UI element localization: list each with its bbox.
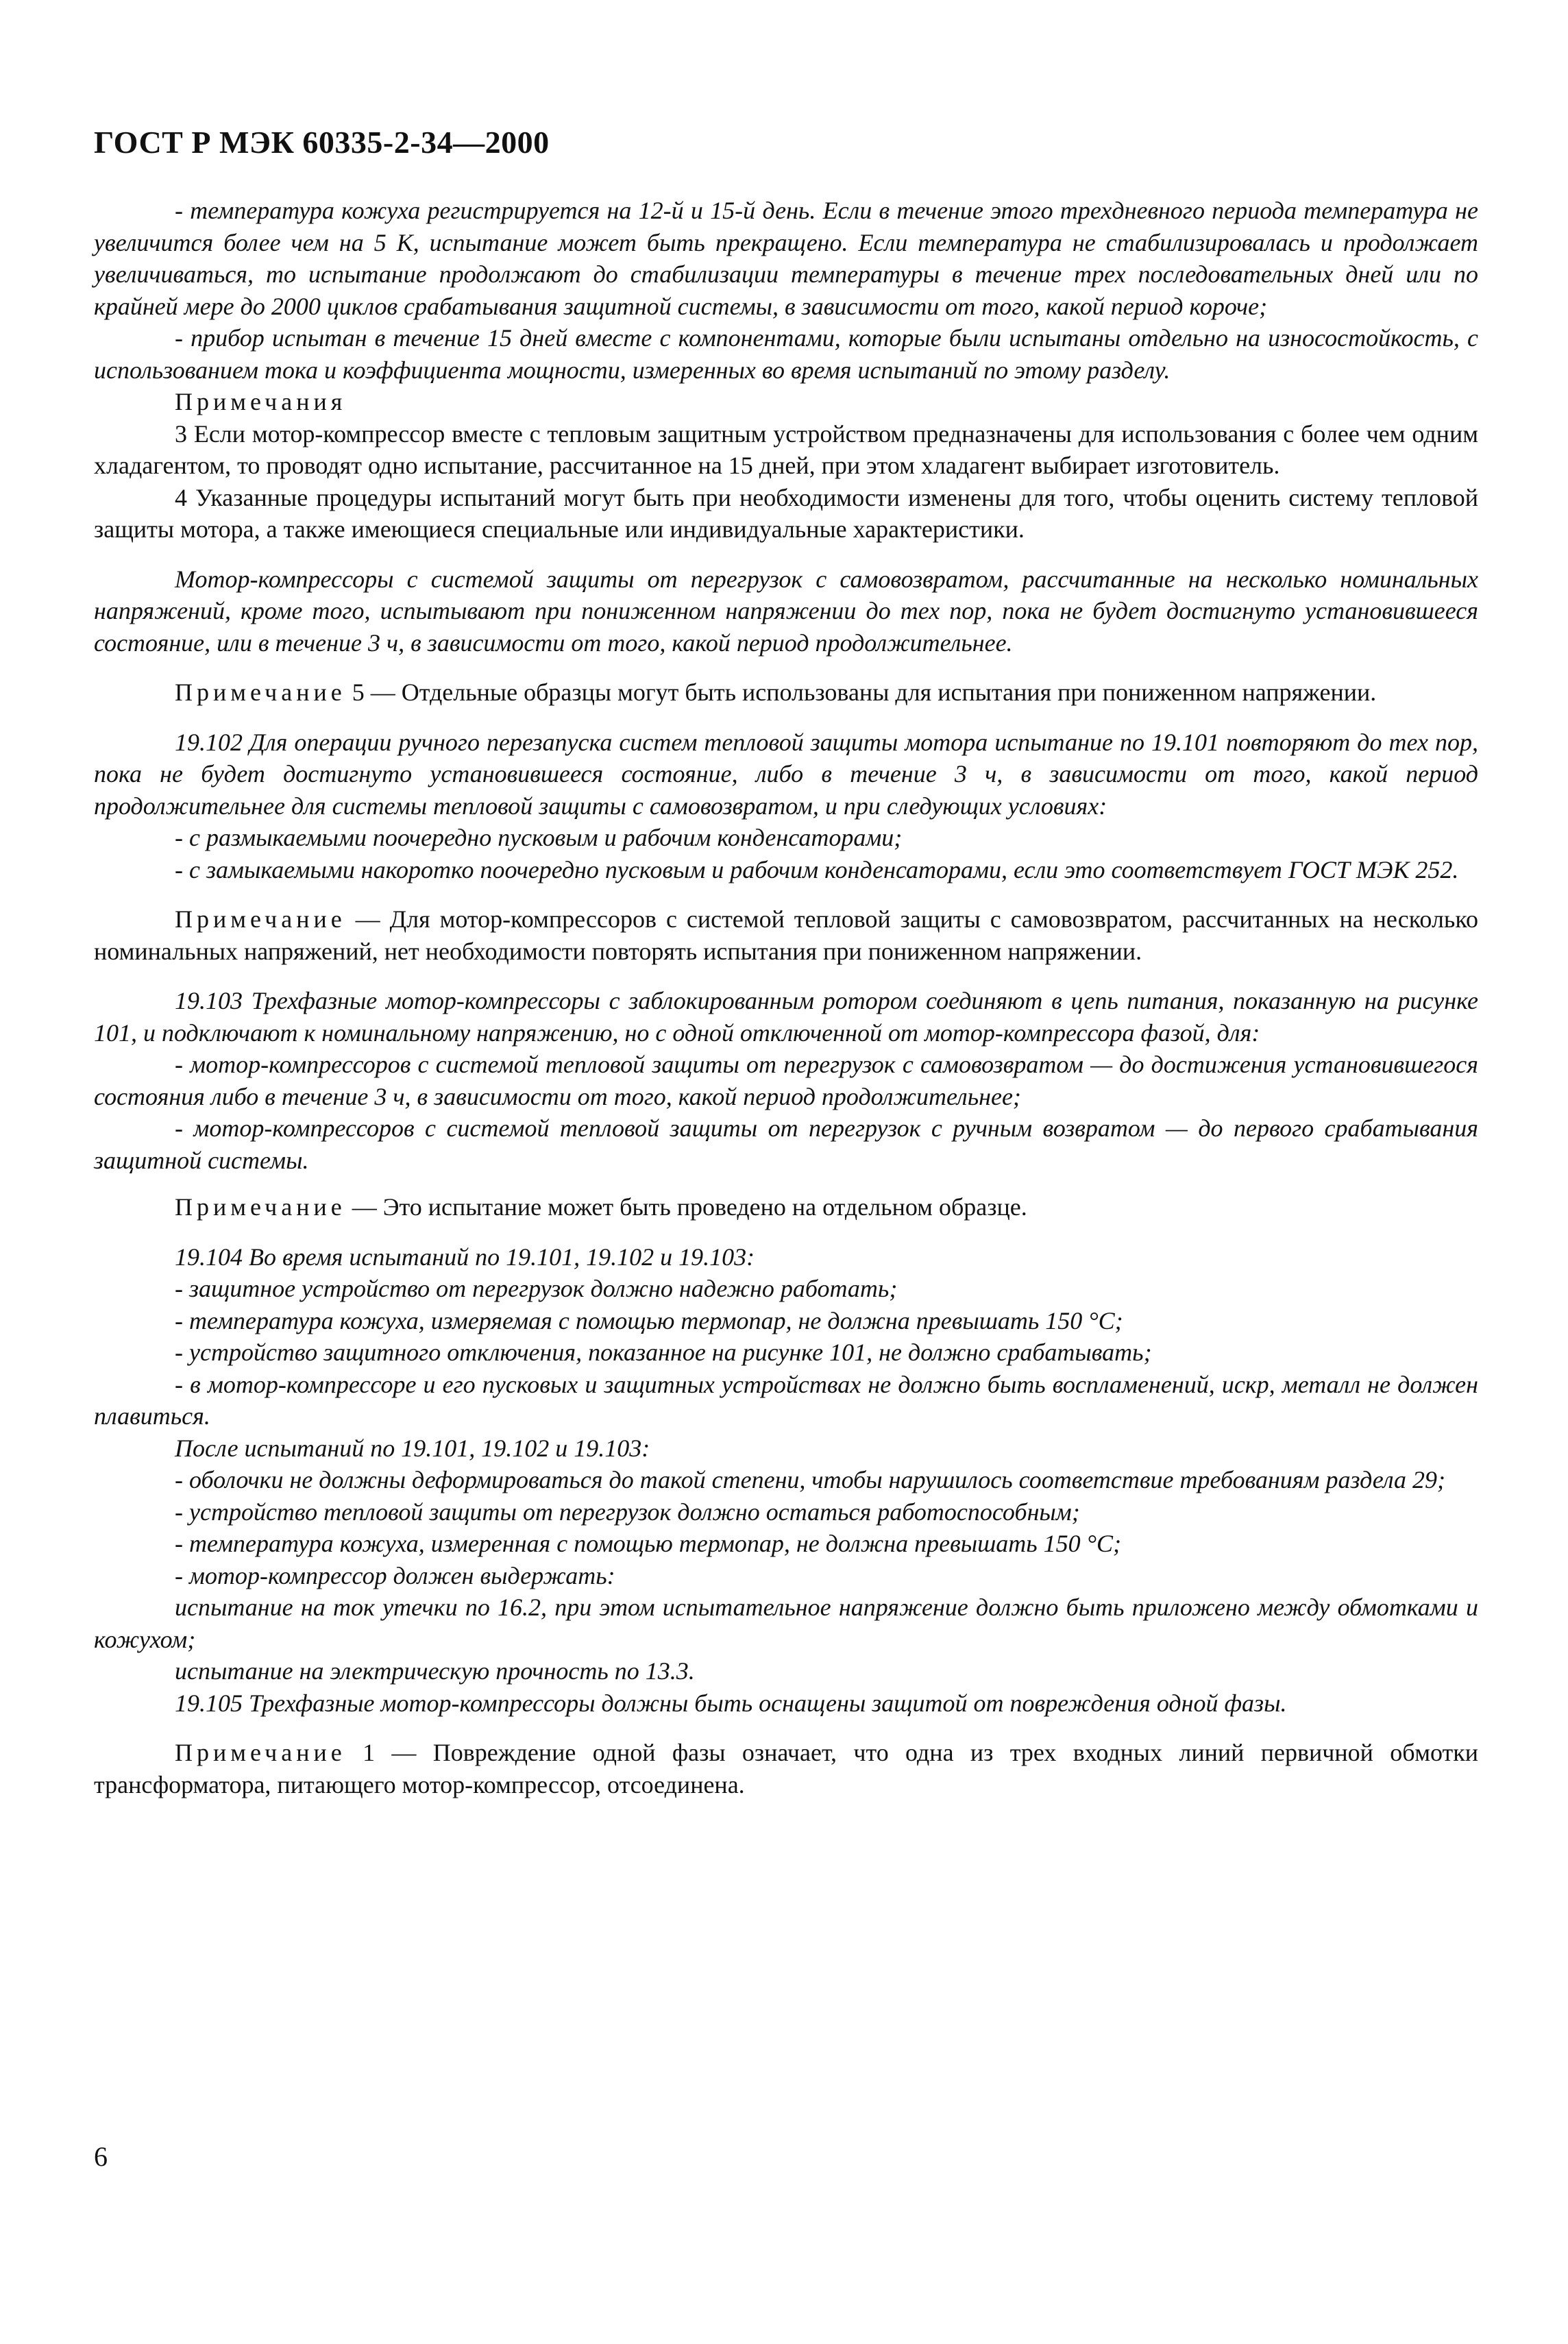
text-paragraph xyxy=(94,563,1478,659)
text-paragraph xyxy=(94,1655,1478,1687)
paragraph-text: Мотор-компрессоры с системой защиты от перегрузок с самовозвратом, рассчитанные на несколько номинальных напряжений, кроме того, испытывают при пониженном напряжении до тех пор, пока не будет достигнуто установившееся состояние, или в течение 3 ч, в зависимости от того, какой период продолжительнее. xyxy=(94,565,1478,657)
text-paragraph xyxy=(94,727,1478,822)
paragraph-text: испытание на электрическую прочность по 13.3. xyxy=(175,1657,695,1685)
text-paragraph xyxy=(94,482,1478,546)
text-paragraph xyxy=(94,195,1478,322)
text-paragraph xyxy=(94,985,1478,1049)
note-paragraph xyxy=(94,1737,1478,1800)
text-paragraph xyxy=(94,822,1478,854)
paragraph-text: 19.104 Во время испытаний по 19.101, 19.102 и 19.103: xyxy=(175,1243,755,1271)
text-paragraph xyxy=(94,418,1478,482)
paragraph-text: - прибор испытан в течение 15 дней вместе с компонентами, которые были испытаны отдельно на износостойкость, с использованием тока и коэффициента мощности, измеренных во время испытаний по этому разделу. xyxy=(94,324,1478,384)
paragraph-text: 19.105 Трехфазные мотор-компрессоры должны быть оснащены защитой от повреждения одной фазы. xyxy=(175,1689,1287,1717)
paragraph-text: 3 Если мотор-компрессор вместе с тепловым защитным устройством предназначены для использования с более чем одним хладагентом, то проводят одно испытание, рассчитанное на 15 дней, при этом хладагент выбирает изготовитель. xyxy=(94,419,1478,479)
paragraph-text: - температура кожуха, измеряемая с помощью термопар, не должна превышать 150 °С; xyxy=(175,1306,1123,1334)
text-paragraph xyxy=(94,1112,1478,1176)
text-paragraph xyxy=(94,322,1478,386)
paragraph-text: 4 Указанные процедуры испытаний могут быть при необходимости изменены для того, чтобы оценить систему тепловой защиты мотора, а также имеющиеся специальные или индивидуальные характеристики. xyxy=(94,483,1478,543)
paragraph-text: 19.102 Для операции ручного перезапуска систем тепловой защиты мотора испытание по 19.101 повторяют до тех пор, пока не будет достигнуто установившееся состояние, либо в течение 3 ч, в зависимости от того, какой период продолжительнее для системы тепловой защиты с самовозвратом, и при следующих условиях: xyxy=(94,728,1478,820)
text-paragraph xyxy=(94,1464,1478,1496)
text-paragraph xyxy=(94,1241,1478,1273)
paragraph-text: - температура кожуха, измеренная с помощью термопар, не должна превышать 150 °С; xyxy=(175,1530,1122,1557)
note-label: Примечание xyxy=(175,1739,346,1766)
paragraph-text: 1 — Повреждение одной фазы означает, что одна из трех входных линий первичной обмотки трансформатора, питающего мотор-компрессор, отсоединена. xyxy=(94,1739,1478,1798)
text-paragraph xyxy=(94,1369,1478,1432)
document-page xyxy=(94,123,1478,1800)
document-body xyxy=(94,195,1478,1800)
text-paragraph xyxy=(94,1273,1478,1305)
paragraph-text: - с размыкаемыми поочередно пусковым и рабочим конденсаторами; xyxy=(175,824,903,851)
paragraph-text: - в мотор-компрессоре и его пусковых и защитных устройствах не должно быть воспламенений, искр, металл не должен плавиться. xyxy=(94,1370,1478,1430)
text-paragraph xyxy=(94,1305,1478,1337)
page-number: 6 xyxy=(94,2141,108,2172)
note-paragraph xyxy=(94,676,1478,709)
text-paragraph xyxy=(94,1336,1478,1369)
paragraph-text: - мотор-компрессор должен выдержать: xyxy=(175,1561,615,1589)
paragraph-text: — Для мотор-компрессоров с системой тепловой защиты с самовозвратом, рассчитанных на несколько номинальных напряжений, нет необходимости повторять испытания при пониженном напряжении. xyxy=(94,905,1478,965)
paragraph-text: - с замыкаемыми накоротко поочередно пусковым и рабочим конденсаторами, если это соответствует ГОСТ МЭК 252. xyxy=(175,855,1459,883)
note-label: Примечание xyxy=(175,905,346,933)
paragraph-text: - оболочки не должны деформироваться до такой степени, чтобы нарушилось соответствие требованиям раздела 29; xyxy=(175,1466,1445,1493)
text-paragraph xyxy=(94,1049,1478,1112)
paragraph-text: 5 — Отдельные образцы могут быть использованы для испытания при пониженном напряжении. xyxy=(345,679,1377,706)
paragraph-text: — Это испытание может быть проведено на отдельном образце. xyxy=(345,1193,1027,1221)
document-header: ГОСТ Р МЭК 60335-2-34—2000 xyxy=(94,125,550,160)
paragraph-text: - устройство тепловой защиты от перегрузок должно остаться работоспособным; xyxy=(175,1498,1080,1526)
paragraph-text: - устройство защитного отключения, показанное на рисунке 101, не должно срабатывать; xyxy=(175,1339,1152,1366)
paragraph-text: 19.103 Трехфазные мотор-компрессоры с заблокированным ротором соединяют в цепь питания, показанную на рисунке 101, и подключают к номинальному напряжению, но с одной отключенной от мотор-компрессора фазой, для: xyxy=(94,987,1478,1047)
text-paragraph xyxy=(94,1591,1478,1655)
text-paragraph xyxy=(94,1528,1478,1560)
text-paragraph xyxy=(94,1496,1478,1528)
text-paragraph xyxy=(94,1560,1478,1592)
note-label: Примечание xyxy=(175,1193,346,1221)
paragraph-text: - мотор-компрессоров с системой тепловой защиты от перегрузок с ручным возвратом — до первого срабатывания защитной системы. xyxy=(94,1114,1478,1174)
paragraph-text: Примечания xyxy=(175,388,347,415)
text-paragraph xyxy=(94,1687,1478,1720)
note-label: Примечание xyxy=(175,679,346,706)
paragraph-text: - мотор-компрессоров с системой тепловой защиты от перегрузок с самовозвратом — до достижения установившегося состояния либо в течение 3 ч, в зависимости от того, какой период продолжительнее; xyxy=(94,1051,1478,1110)
paragraph-text: испытание на ток утечки по 16.2, при этом испытательное напряжение должно быть приложено между обмотками и кожухом; xyxy=(94,1594,1478,1653)
note-paragraph xyxy=(94,903,1478,967)
paragraph-text: - защитное устройство от перегрузок должно надежно работать; xyxy=(175,1275,898,1302)
text-paragraph xyxy=(94,854,1478,886)
paragraph-text: После испытаний по 19.101, 19.102 и 19.103: xyxy=(175,1434,650,1462)
note-paragraph xyxy=(94,1191,1478,1223)
text-paragraph xyxy=(94,386,1478,418)
text-paragraph xyxy=(94,1432,1478,1465)
paragraph-text: - температура кожуха регистрируется на 12-й и 15-й день. Если в течение этого трехдневного периода температура не увеличится более чем на 5 К, испытание может быть прекращено. Если температура не стабилизировалась и продолжает увеличиваться, то испытание продолжают до стабилизации температуры в течение трех последовательных дней или по крайней мере до 2000 циклов срабатывания защитной системы, в зависимости от того, какой период короче; xyxy=(94,197,1478,320)
